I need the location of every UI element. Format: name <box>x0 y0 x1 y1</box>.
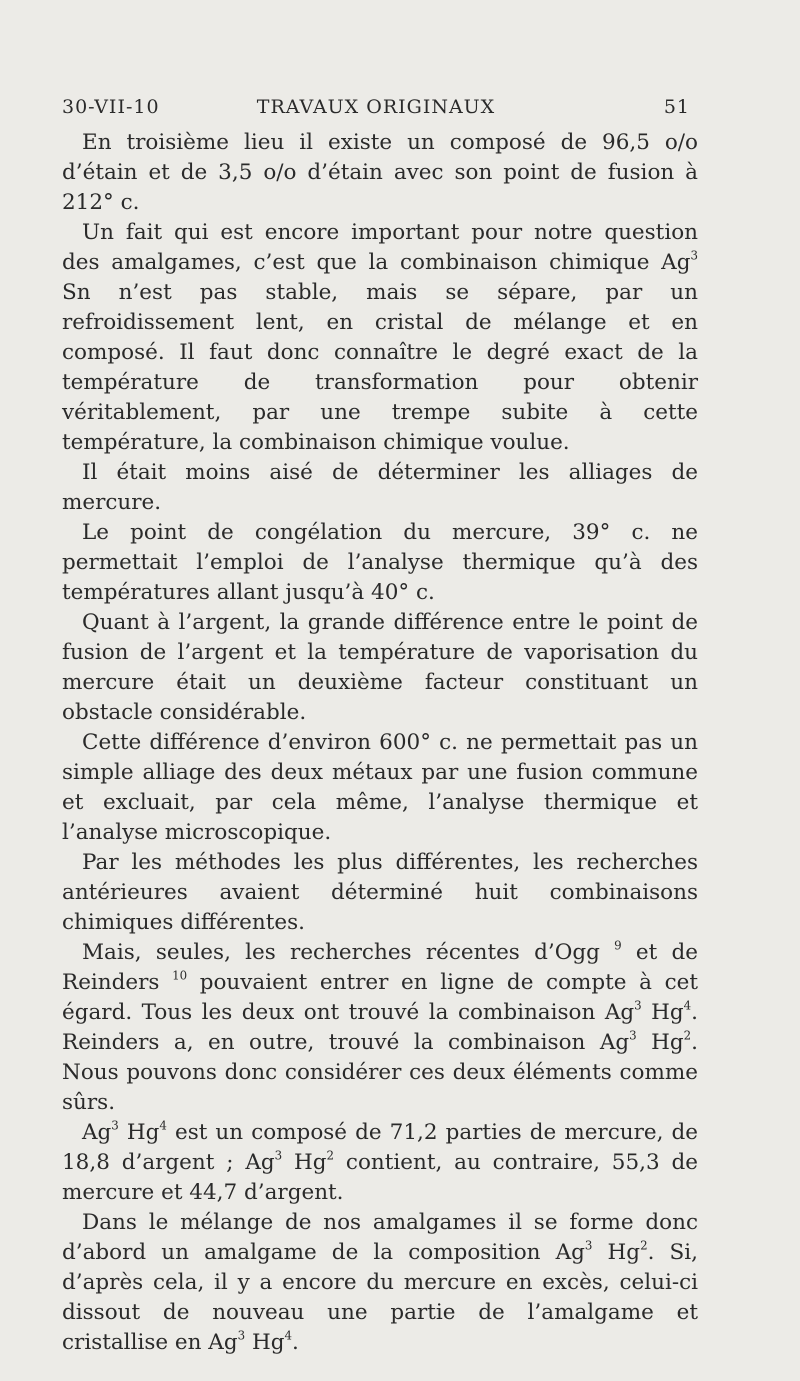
text-run: Mais, seules, les recherches récentes d’Ogg <box>82 940 615 965</box>
superscript: 4 <box>683 998 692 1013</box>
paragraph <box>62 608 698 728</box>
superscript: 4 <box>284 1328 292 1343</box>
text-run: Dans le mélange de nos amalgames il se forme donc d’abord un amalgame de la composition Ag <box>62 1210 698 1265</box>
paragraph <box>62 1118 698 1208</box>
text-run: En troisième lieu il existe un composé de 96,5 o/o d’étain et de 3,5 o/o d’étain avec son point de fusion à 212° c. <box>62 130 698 215</box>
paragraph <box>62 728 698 848</box>
page-number: 51 <box>663 96 690 118</box>
text-run: Hg <box>245 1330 285 1355</box>
text-run: Hg <box>592 1240 641 1265</box>
text-run: est un composé de 71,2 parties de mercure, de 18,8 d’argent ; Ag <box>62 1120 698 1175</box>
body-text <box>62 128 698 1358</box>
superscript: 3 <box>111 1118 119 1133</box>
superscript: 2 <box>640 1238 648 1253</box>
text-run: contient, au contraire, 55,3 de mercure et 44,7 d’argent. <box>62 1150 699 1205</box>
superscript: 2 <box>683 1028 692 1043</box>
paragraph <box>62 848 698 938</box>
paragraph <box>62 1208 698 1358</box>
paragraph <box>62 458 698 518</box>
text-run: Quant à l’argent, la grande différence entre le point de fusion de l’argent et la température de vaporisation du mercure était un deuxième facteur constituant un obstacle considérable. <box>62 610 698 725</box>
superscript: 3 <box>690 248 698 263</box>
text-run: . Reinders a, en outre, trouvé la combinaison Ag <box>62 1000 698 1055</box>
superscript: 9 <box>614 938 622 953</box>
superscript: 3 <box>634 998 642 1013</box>
paragraph <box>62 938 698 1118</box>
text-run: Hg <box>118 1120 160 1145</box>
running-header <box>62 96 690 122</box>
text-run: Cette différence d’environ 600° c. ne permettait pas un simple alliage des deux métaux par une fusion commune et excluait, par cela même, l’analyse thermique et l’analyse microscopique. <box>62 730 698 845</box>
text-run: . Nous pouvons donc considérer ces deux éléments comme sûrs. <box>62 1030 698 1115</box>
superscript: 10 <box>172 968 188 983</box>
superscript: 3 <box>584 1238 593 1253</box>
header-date: 30-VII-10 <box>62 96 160 118</box>
superscript: 3 <box>274 1148 283 1163</box>
text-run: Il était moins aisé de déterminer les alliages de mercure. <box>62 460 698 515</box>
superscript: 4 <box>159 1118 167 1133</box>
superscript: 3 <box>237 1328 246 1343</box>
text-run: . Si, d’après cela, il y a encore du mercure en excès, celui-ci dissout de nouveau une partie de l’amalgame et cristallise en Ag <box>62 1240 698 1355</box>
paragraph <box>62 518 698 608</box>
paragraph <box>62 128 698 218</box>
text-run: Hg <box>636 1030 684 1055</box>
paragraph <box>62 218 698 458</box>
text-run: Un fait qui est encore important pour notre question des amalgames, c’est que la combinaison chimique Ag <box>62 220 698 275</box>
text-run: . <box>292 1330 299 1355</box>
superscript: 3 <box>629 1028 637 1043</box>
header-title: TRAVAUX ORIGINAUX <box>256 96 496 118</box>
text-run: Ag <box>82 1120 112 1145</box>
text-run: Le point de congélation du mercure, 39° c. ne permettait l’emploi de l’analyse thermique qu’à des températures allant jusqu’à 40° c. <box>62 520 698 605</box>
text-run: Sn n’est pas stable, mais se sépare, par un refroidissement lent, en cristal de mélange et en composé. Il faut donc connaître le degré exact de la température de transformation pour obtenir véritablement, par une trempe subite à cette température, la combinaison chimique voulue. <box>62 280 698 455</box>
text-run: Hg <box>282 1150 327 1175</box>
text-run: pouvaient entrer en ligne de compte à cet égard. Tous les deux ont trouvé la combinaison Ag <box>62 970 698 1025</box>
text-run: et de Reinders <box>62 940 698 995</box>
text-run: Hg <box>641 1000 684 1025</box>
text-run: Par les méthodes les plus différentes, les recherches antérieures avaient déterminé huit combinaisons chimiques différentes. <box>62 850 698 935</box>
superscript: 2 <box>326 1148 335 1163</box>
